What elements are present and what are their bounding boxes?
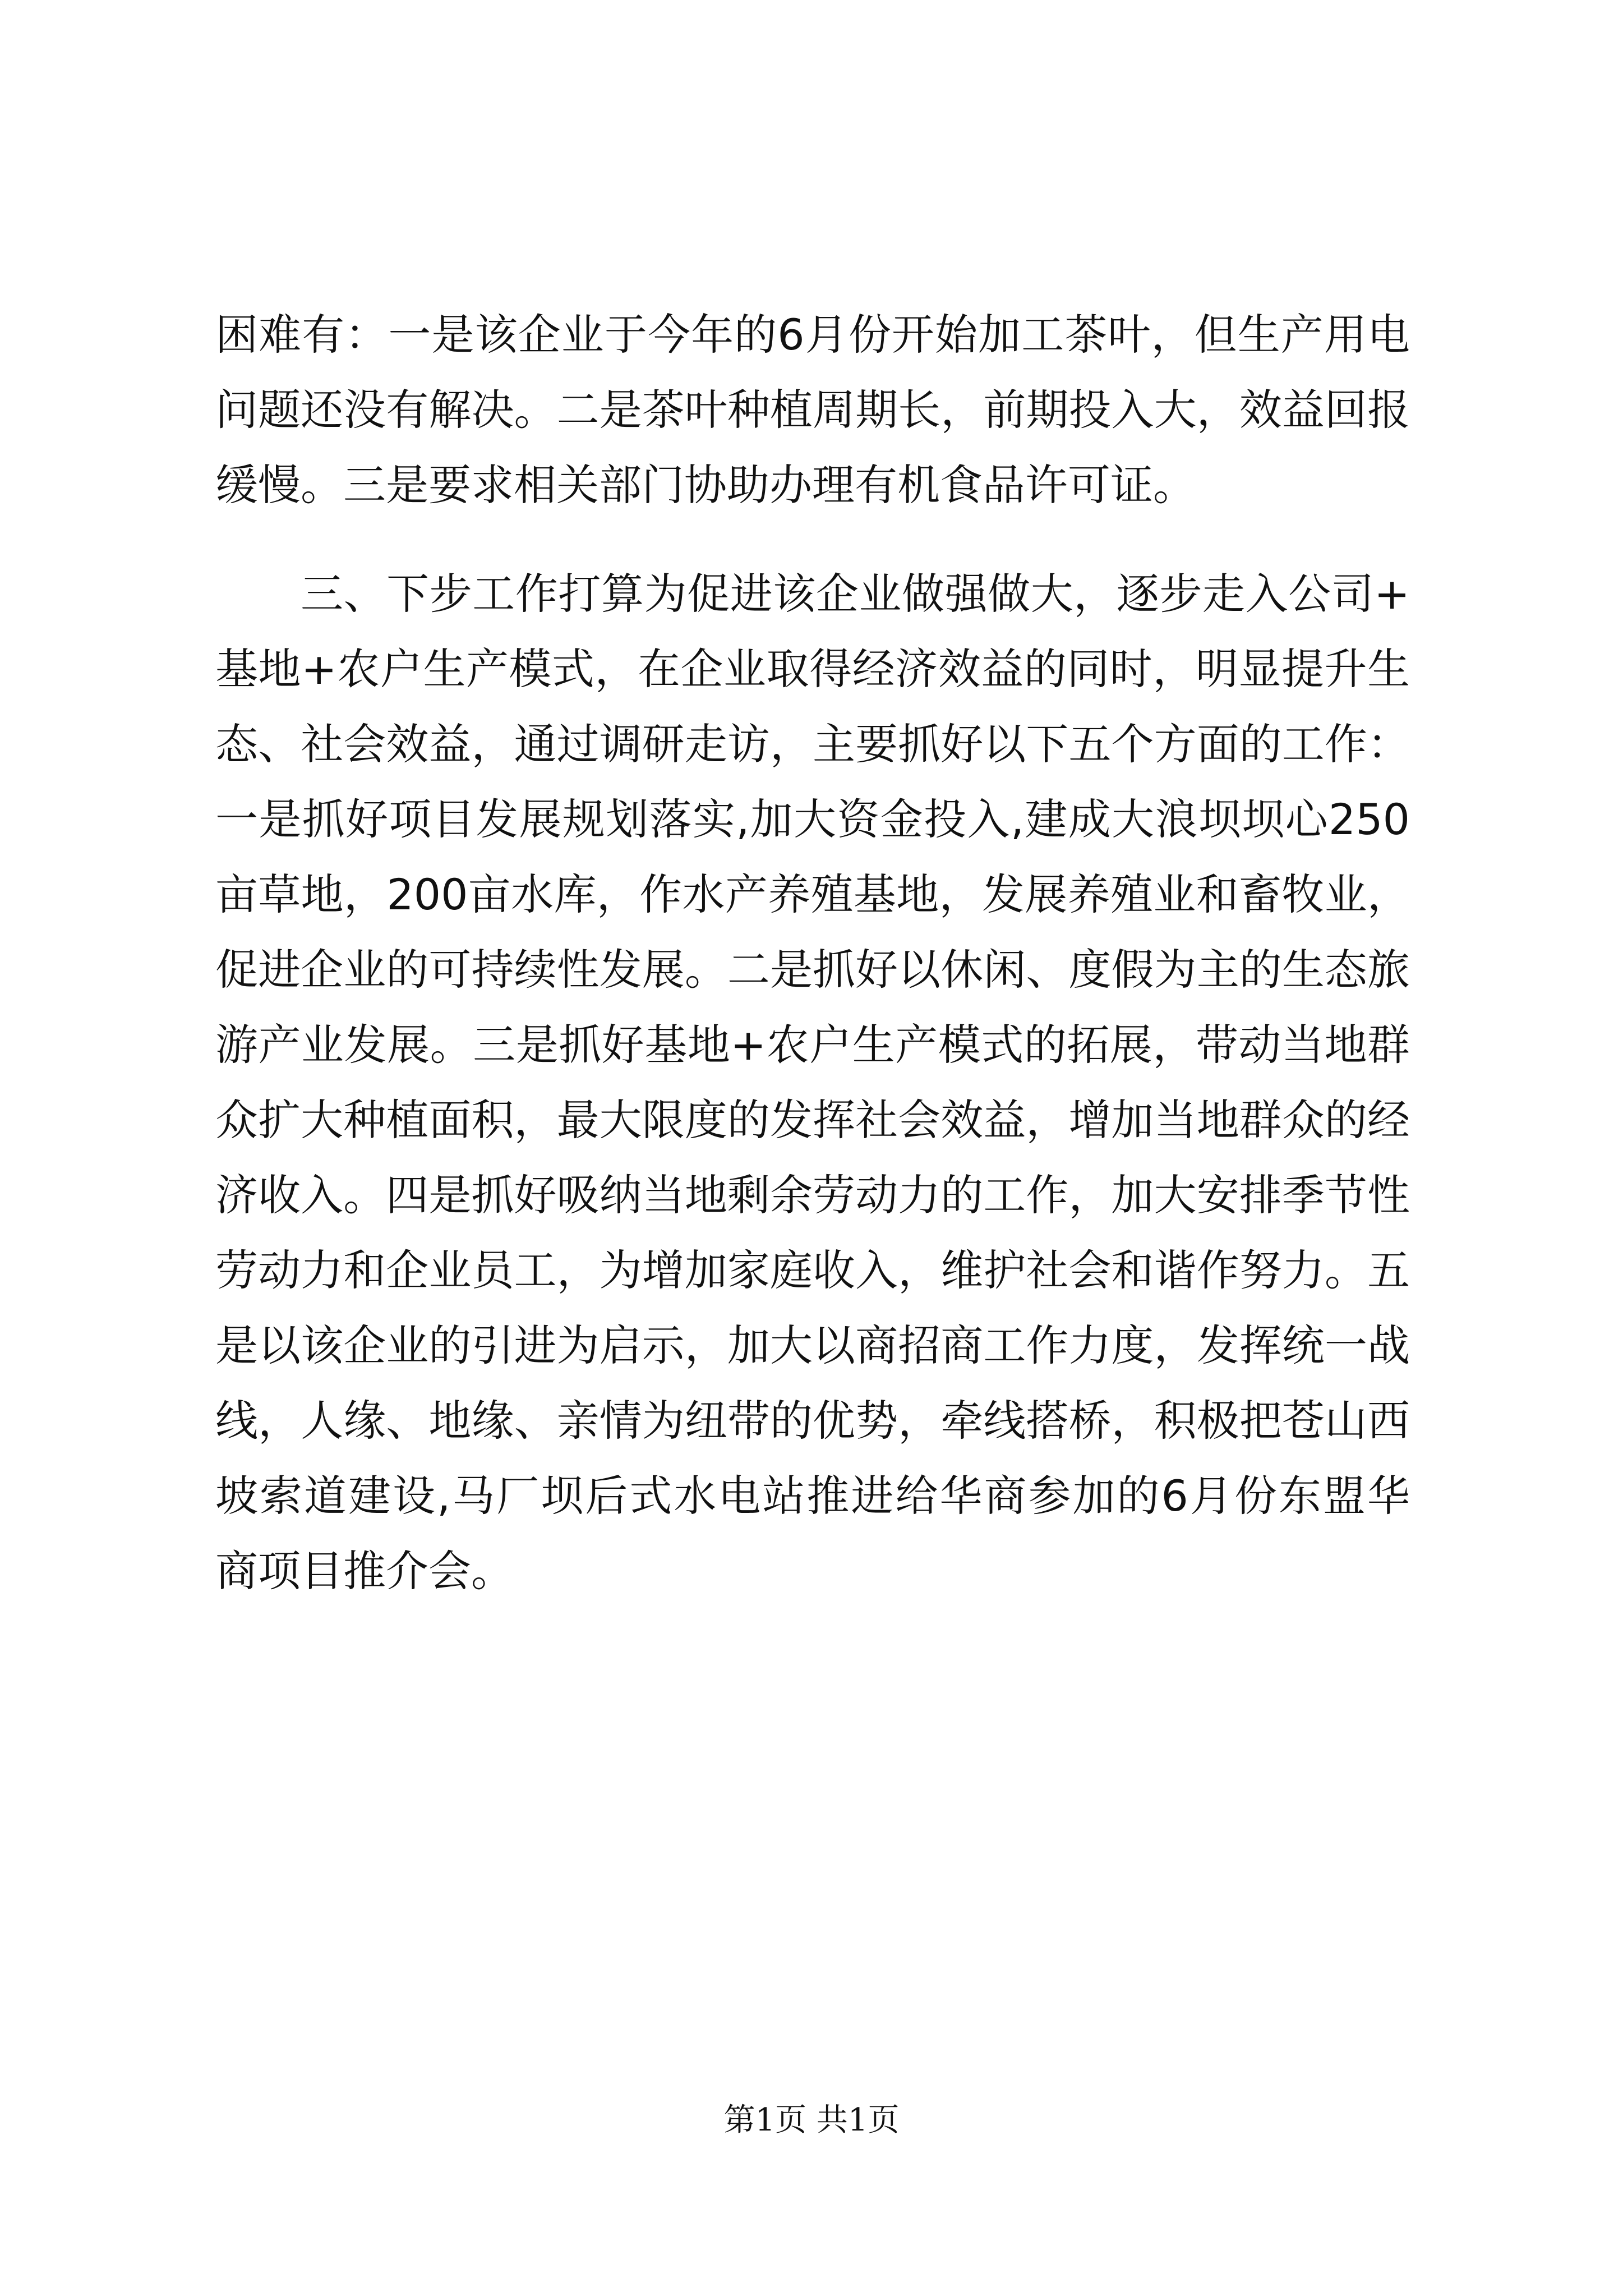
text-line: 线，人缘、地缘、亲情为纽带的优势，牵线搭桥，积极把苍山西: [215, 1396, 1410, 1446]
text-line: 基地+农户生产模式，在企业取得经济效益的同时，明显提升生: [215, 644, 1410, 694]
text-line: 众扩大种植面积，最大限度的发挥社会效益，增加当地群众的经: [215, 1095, 1410, 1145]
text-line: 困难有：一是该企业于今年的6月份开始加工茶叶，但生产用电: [215, 310, 1410, 360]
text-line: 商项目推介会。: [215, 1546, 514, 1596]
text-line: 三、下步工作打算为促进该企业做强做大，逐步走入公司+: [301, 569, 1410, 619]
text-line: 济收入。四是抓好吸纳当地剩余劳动力的工作，加大安排季节性: [215, 1170, 1410, 1220]
text-line: 缓慢。三是要求相关部门协助办理有机食品许可证。: [215, 460, 1196, 510]
text-line: 是以该企业的引进为启示，加大以商招商工作力度，发挥统一战: [215, 1320, 1410, 1370]
text-line: 问题还没有解决。二是茶叶种植周期长，前期投入大，效益回报: [215, 385, 1410, 435]
text-line: 一是抓好项目发展规划落实,加大资金投入,建成大浪坝坝心250: [215, 794, 1410, 844]
text-line: 坡索道建设,马厂坝后式水电站推进给华商参加的6月份东盟华: [215, 1471, 1410, 1521]
text-line: 亩草地，200亩水库，作水产养殖基地，发展养殖业和畜牧业，: [215, 869, 1410, 919]
paragraph-next-steps: [215, 556, 1410, 1609]
text-line: 态、社会效益，通过调研走访，主要抓好以下五个方面的工作：: [215, 719, 1410, 769]
text-line: 促进企业的可持续性发展。二是抓好以休闲、度假为主的生态旅: [215, 945, 1410, 995]
page-number-footer: 第1页 共1页: [723, 2102, 900, 2138]
text-line: 游产业发展。三是抓好基地+农户生产模式的拓展，带动当地群: [215, 1020, 1410, 1070]
document-body: [215, 297, 1410, 1609]
text-line: 劳动力和企业员工，为增加家庭收入，维护社会和谐作努力。五: [215, 1245, 1410, 1295]
paragraph-difficulties: [215, 297, 1410, 523]
